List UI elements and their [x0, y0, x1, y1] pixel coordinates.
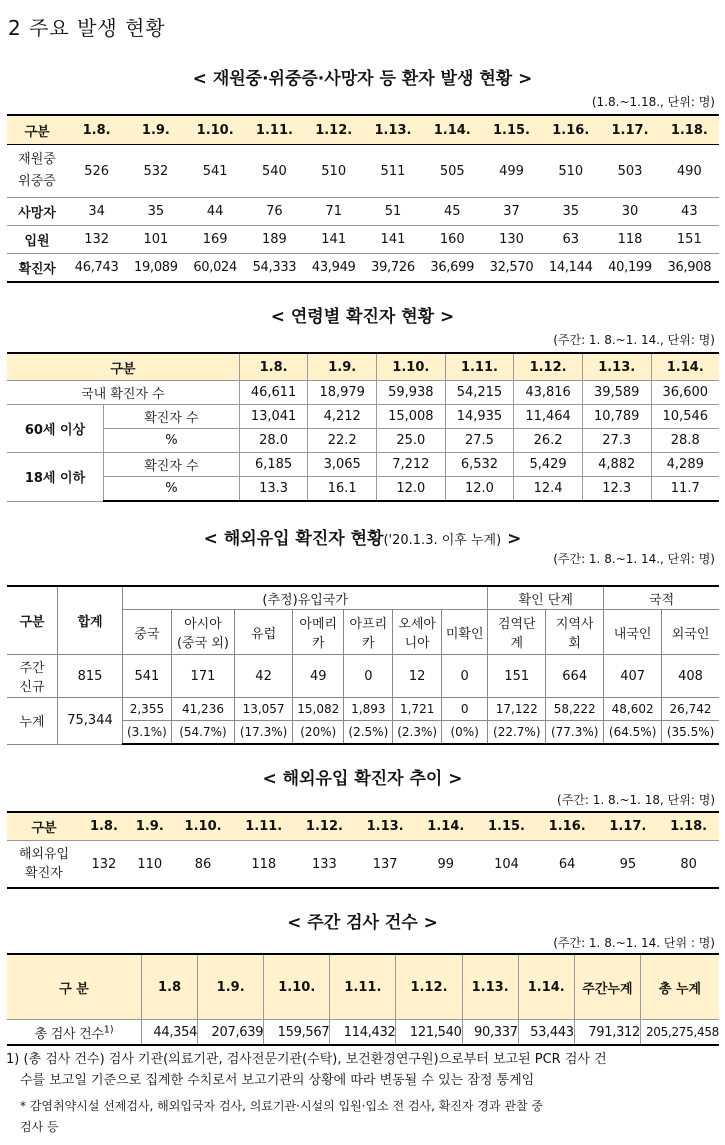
cell: 151: [488, 655, 546, 698]
cell: 511: [363, 145, 422, 198]
cell: 5,429: [514, 453, 583, 477]
cell: (17.3%): [235, 721, 293, 745]
cell: 35: [126, 198, 185, 226]
page-heading: 2 주요 발생 현황: [8, 16, 166, 40]
section3-unit: (주간: 1. 8.~1. 14., 단위: 명): [553, 552, 715, 566]
t5-date: 1.14.: [518, 954, 574, 1020]
cell: 171: [171, 655, 234, 698]
cell: 16.1: [308, 477, 377, 502]
section3-title: [0, 524, 725, 549]
footnote-1b: 수를 보고일 기준으로 집계한 수치로서 보고기관의 상황에 따라 변동될 수 있는 잠정 통계임: [20, 1073, 535, 1088]
row-label: %: [104, 429, 240, 453]
cell: 63: [541, 226, 600, 254]
cell: 44,354: [142, 1020, 198, 1046]
imported-trend-table: [7, 811, 719, 889]
t1-date: 1.15.: [482, 115, 541, 145]
t5-total-cum: 총 누계: [641, 954, 720, 1020]
footnote-2: * 감염취약시설 선제검사, 해외입국자 검사, 의료기관·시설의 입원·입소 전 검사, 확진자 경과 관찰 중: [20, 1099, 543, 1113]
cell: 532: [126, 145, 185, 198]
t3-group-stage: 확인 단계: [488, 586, 604, 610]
cell: 10,546: [651, 405, 719, 429]
t5-corner: 구 분: [7, 954, 142, 1020]
row-label: [7, 1020, 142, 1046]
t5-date: 1.13.: [462, 954, 518, 1020]
row-label-text: 총 검사 건수: [34, 1026, 104, 1042]
cell: 18,979: [308, 381, 377, 405]
t4-date: 1.12.: [294, 812, 355, 841]
cell: 36,908: [660, 254, 719, 282]
footnote-1: 1) (총 검사 건수) 검사 기관(의료기관, 검사전문기관(수탁), 보건환경연구원)으로부터 보고된 PCR 검사 건: [6, 1052, 607, 1067]
patient-status-table: [7, 114, 719, 283]
t3-col: 중국: [123, 610, 172, 655]
cell: 160: [423, 226, 482, 254]
cell: 510: [541, 145, 600, 198]
t1-date: 1.16.: [541, 115, 600, 145]
t4-date: 1.14.: [415, 812, 476, 841]
cell: 27.3: [582, 429, 651, 453]
row-label-sup: 1): [103, 1024, 114, 1036]
t2-date: 1.14.: [651, 353, 719, 381]
t1-date: 1.13.: [363, 115, 422, 145]
cell: 22.2: [308, 429, 377, 453]
cell: 132: [67, 226, 126, 254]
section3-title-note: ('20.1.3. 이후 누계): [383, 533, 502, 548]
imported-cases-table: [7, 585, 719, 745]
cell: 14,144: [541, 254, 600, 282]
t5-date: 1.9.: [198, 954, 264, 1020]
t2-corner: 구분: [7, 353, 239, 381]
cell: 46,611: [239, 381, 308, 405]
cell: 104: [476, 841, 537, 889]
table-row: [7, 1020, 719, 1046]
cell: 159,567: [264, 1020, 330, 1046]
cell: 13,041: [239, 405, 308, 429]
cell: 169: [186, 226, 245, 254]
row-label: 국내 확진자 수: [7, 381, 239, 405]
cell: 75,344: [58, 698, 123, 745]
cell: 3,065: [308, 453, 377, 477]
t3-col: 아프리 카: [344, 610, 393, 655]
t2-date: 1.8.: [239, 353, 308, 381]
cell: (64.5%): [604, 721, 662, 745]
cell: 6,532: [445, 453, 514, 477]
row-label: 재원중 위중증: [7, 145, 67, 198]
cell: 45: [423, 198, 482, 226]
cell: 137: [355, 841, 416, 889]
t1-date: 1.12.: [304, 115, 363, 145]
cell: 110: [127, 841, 173, 889]
cell: 189: [245, 226, 304, 254]
section3-title-main: < 해외유입 확진자 현황: [203, 529, 384, 549]
t1-date: 1.14.: [423, 115, 482, 145]
t4-date: 1.18.: [658, 812, 719, 841]
cell: 35: [541, 198, 600, 226]
section5-unit: (주간: 1. 8.~1. 14. 단위 : 명): [553, 936, 715, 950]
row-label: 확진자 수: [104, 453, 240, 477]
t4-date: 1.8.: [81, 812, 127, 841]
t2-date: 1.11.: [445, 353, 514, 381]
t5-date: 1.11.: [330, 954, 396, 1020]
cell: (2.3%): [393, 721, 442, 745]
cell: 207,639: [198, 1020, 264, 1046]
cell: 526: [67, 145, 126, 198]
cell: 64: [537, 841, 598, 889]
cell: 121,540: [396, 1020, 462, 1046]
t1-date: 1.8.: [67, 115, 126, 145]
age-table: [7, 352, 719, 502]
cell: 43: [660, 198, 719, 226]
cell: 118: [600, 226, 659, 254]
row-label: 확진자 수: [104, 405, 240, 429]
cell: 51: [363, 198, 422, 226]
cell: (77.3%): [546, 721, 604, 745]
t2-date: 1.12.: [514, 353, 583, 381]
cell: 15,082: [293, 698, 344, 721]
cell: 12.3: [582, 477, 651, 502]
section3-title-end: >: [501, 529, 522, 549]
cell: 86: [173, 841, 234, 889]
cell: 490: [660, 145, 719, 198]
cell: 80: [658, 841, 719, 889]
cell: (3.1%): [123, 721, 172, 745]
t1-corner: 구분: [7, 115, 67, 145]
table-row: [7, 655, 719, 698]
table-row: [7, 477, 719, 502]
cell: 39,726: [363, 254, 422, 282]
cell: 6,185: [239, 453, 308, 477]
section1-unit: (1.8.~1.18., 단위: 명): [591, 95, 715, 109]
cell: 541: [123, 655, 172, 698]
cell: 49: [293, 655, 344, 698]
t3-col-group: 구분: [7, 586, 58, 655]
row-label: 누계: [7, 698, 58, 745]
cell: 4,212: [308, 405, 377, 429]
cell: 42: [235, 655, 293, 698]
t3-col: 아메리 카: [293, 610, 344, 655]
t3-col: 유럽: [235, 610, 293, 655]
table-row: [7, 698, 719, 721]
cell: 76: [245, 198, 304, 226]
section4-title: < 해외유입 확진자 추이 >: [262, 769, 463, 789]
cell: 2,355: [123, 698, 172, 721]
group-label: 18세 이하: [7, 453, 104, 502]
cell: 141: [304, 226, 363, 254]
t3-col: 검역단 계: [488, 610, 546, 655]
group-label: 60세 이상: [7, 405, 104, 453]
cell: 0: [442, 698, 488, 721]
t4-corner: 구분: [7, 812, 81, 841]
cell: 53,443: [518, 1020, 574, 1046]
cell: 36,600: [651, 381, 719, 405]
t2-date: 1.10.: [377, 353, 446, 381]
cell: 12.4: [514, 477, 583, 502]
cell: 34: [67, 198, 126, 226]
cell: 7,212: [377, 453, 446, 477]
row-label: 해외유입 확진자: [7, 841, 81, 889]
cell: 54,215: [445, 381, 514, 405]
t4-date: 1.9.: [127, 812, 173, 841]
cell: 17,122: [488, 698, 546, 721]
cell: 12.0: [445, 477, 514, 502]
cell: 118: [233, 841, 294, 889]
cell: 0: [442, 655, 488, 698]
cell: 19,089: [126, 254, 185, 282]
cell: 71: [304, 198, 363, 226]
cell: 151: [660, 226, 719, 254]
cell: 12: [393, 655, 442, 698]
section2-unit: (주간: 1. 8.~1. 14., 단위: 명): [553, 333, 715, 347]
table-row: [7, 145, 719, 198]
cell: 791,312: [574, 1020, 640, 1046]
cell: 25.0: [377, 429, 446, 453]
cell: 510: [304, 145, 363, 198]
table-row: [7, 405, 719, 429]
t3-col: 미확인: [442, 610, 488, 655]
t4-date: 1.10.: [173, 812, 234, 841]
cell: 26.2: [514, 429, 583, 453]
cell: (35.5%): [662, 721, 719, 745]
t3-col-total: 합계: [58, 586, 123, 655]
t1-date: 1.10.: [186, 115, 245, 145]
cell: 407: [604, 655, 662, 698]
cell: 99: [415, 841, 476, 889]
cell: 12.0: [377, 477, 446, 502]
cell: 36,699: [423, 254, 482, 282]
cell: 664: [546, 655, 604, 698]
table-row: [7, 254, 719, 282]
t1-date: 1.9.: [126, 115, 185, 145]
cell: 0: [344, 655, 393, 698]
t3-group-nation: 국적: [604, 586, 719, 610]
cell: 32,570: [482, 254, 541, 282]
table-row: [7, 226, 719, 254]
table-row: [7, 198, 719, 226]
table-row: [7, 841, 719, 889]
t1-date: 1.18.: [660, 115, 719, 145]
t4-date: 1.15.: [476, 812, 537, 841]
cell: 815: [58, 655, 123, 698]
cell: 26,742: [662, 698, 719, 721]
cell: 133: [294, 841, 355, 889]
cell: 205,275,458: [641, 1020, 720, 1046]
cell: 132: [81, 841, 127, 889]
t5-weekly-cum: 주간누계: [574, 954, 640, 1020]
t3-col: 아시아 (중국 외): [171, 610, 234, 655]
cell: (2.5%): [344, 721, 393, 745]
cell: 37: [482, 198, 541, 226]
cell: 58,222: [546, 698, 604, 721]
cell: 141: [363, 226, 422, 254]
t4-date: 1.17.: [598, 812, 659, 841]
cell: 95: [598, 841, 659, 889]
cell: 46,743: [67, 254, 126, 282]
section1-title: < 재원중·위중증·사망자 등 환자 발생 현황 >: [192, 69, 533, 89]
cell: 101: [126, 226, 185, 254]
row-label: 확진자: [7, 254, 67, 282]
section5-title: < 주간 검사 건수 >: [287, 913, 438, 933]
cell: 11,464: [514, 405, 583, 429]
test-count-table: [7, 953, 719, 1046]
cell: 503: [600, 145, 659, 198]
table-row: [7, 453, 719, 477]
cell: 541: [186, 145, 245, 198]
cell: 40,199: [600, 254, 659, 282]
t3-col: 내국인: [604, 610, 662, 655]
cell: 114,432: [330, 1020, 396, 1046]
cell: 48,602: [604, 698, 662, 721]
cell: 27.5: [445, 429, 514, 453]
t2-date: 1.9.: [308, 353, 377, 381]
row-label: %: [104, 477, 240, 502]
t5-date: 1.8: [142, 954, 198, 1020]
table-row: [7, 381, 719, 405]
cell: 1,721: [393, 698, 442, 721]
cell: 4,882: [582, 453, 651, 477]
cell: 4,289: [651, 453, 719, 477]
t3-col: 오세아 니아: [393, 610, 442, 655]
t1-date: 1.17.: [600, 115, 659, 145]
t4-date: 1.16.: [537, 812, 598, 841]
section4-unit: (주간: 1. 8.~1. 18, 단위: 명): [557, 793, 715, 807]
section2-title: < 연령별 확진자 현황 >: [270, 307, 455, 327]
cell: (22.7%): [488, 721, 546, 745]
cell: (54.7%): [171, 721, 234, 745]
row-label: 입원: [7, 226, 67, 254]
footnote-2b: 검사 등: [20, 1120, 59, 1134]
cell: 15,008: [377, 405, 446, 429]
row-label: 사망자: [7, 198, 67, 226]
cell: 13.3: [239, 477, 308, 502]
cell: 39,589: [582, 381, 651, 405]
t3-group-country: (추정)유입국가: [123, 586, 488, 610]
t3-col: 외국인: [662, 610, 719, 655]
cell: 60,024: [186, 254, 245, 282]
cell: 59,938: [377, 381, 446, 405]
cell: (0%): [442, 721, 488, 745]
cell: 41,236: [171, 698, 234, 721]
cell: 43,949: [304, 254, 363, 282]
cell: 43,816: [514, 381, 583, 405]
t4-date: 1.11.: [233, 812, 294, 841]
cell: 540: [245, 145, 304, 198]
cell: 11.7: [651, 477, 719, 502]
cell: 505: [423, 145, 482, 198]
cell: 499: [482, 145, 541, 198]
cell: 30: [600, 198, 659, 226]
cell: 44: [186, 198, 245, 226]
cell: 28.8: [651, 429, 719, 453]
cell: 14,935: [445, 405, 514, 429]
cell: 28.0: [239, 429, 308, 453]
cell: 1,893: [344, 698, 393, 721]
t5-date: 1.12.: [396, 954, 462, 1020]
cell: 90,337: [462, 1020, 518, 1046]
cell: 54,333: [245, 254, 304, 282]
t5-date: 1.10.: [264, 954, 330, 1020]
t3-col: 지역사 회: [546, 610, 604, 655]
cell: 130: [482, 226, 541, 254]
cell: 13,057: [235, 698, 293, 721]
table-row: [7, 429, 719, 453]
t1-date: 1.11.: [245, 115, 304, 145]
cell: (20%): [293, 721, 344, 745]
cell: 408: [662, 655, 719, 698]
t2-date: 1.13.: [582, 353, 651, 381]
cell: 10,789: [582, 405, 651, 429]
t4-date: 1.13.: [355, 812, 416, 841]
row-label: 주간 신규: [7, 655, 58, 698]
